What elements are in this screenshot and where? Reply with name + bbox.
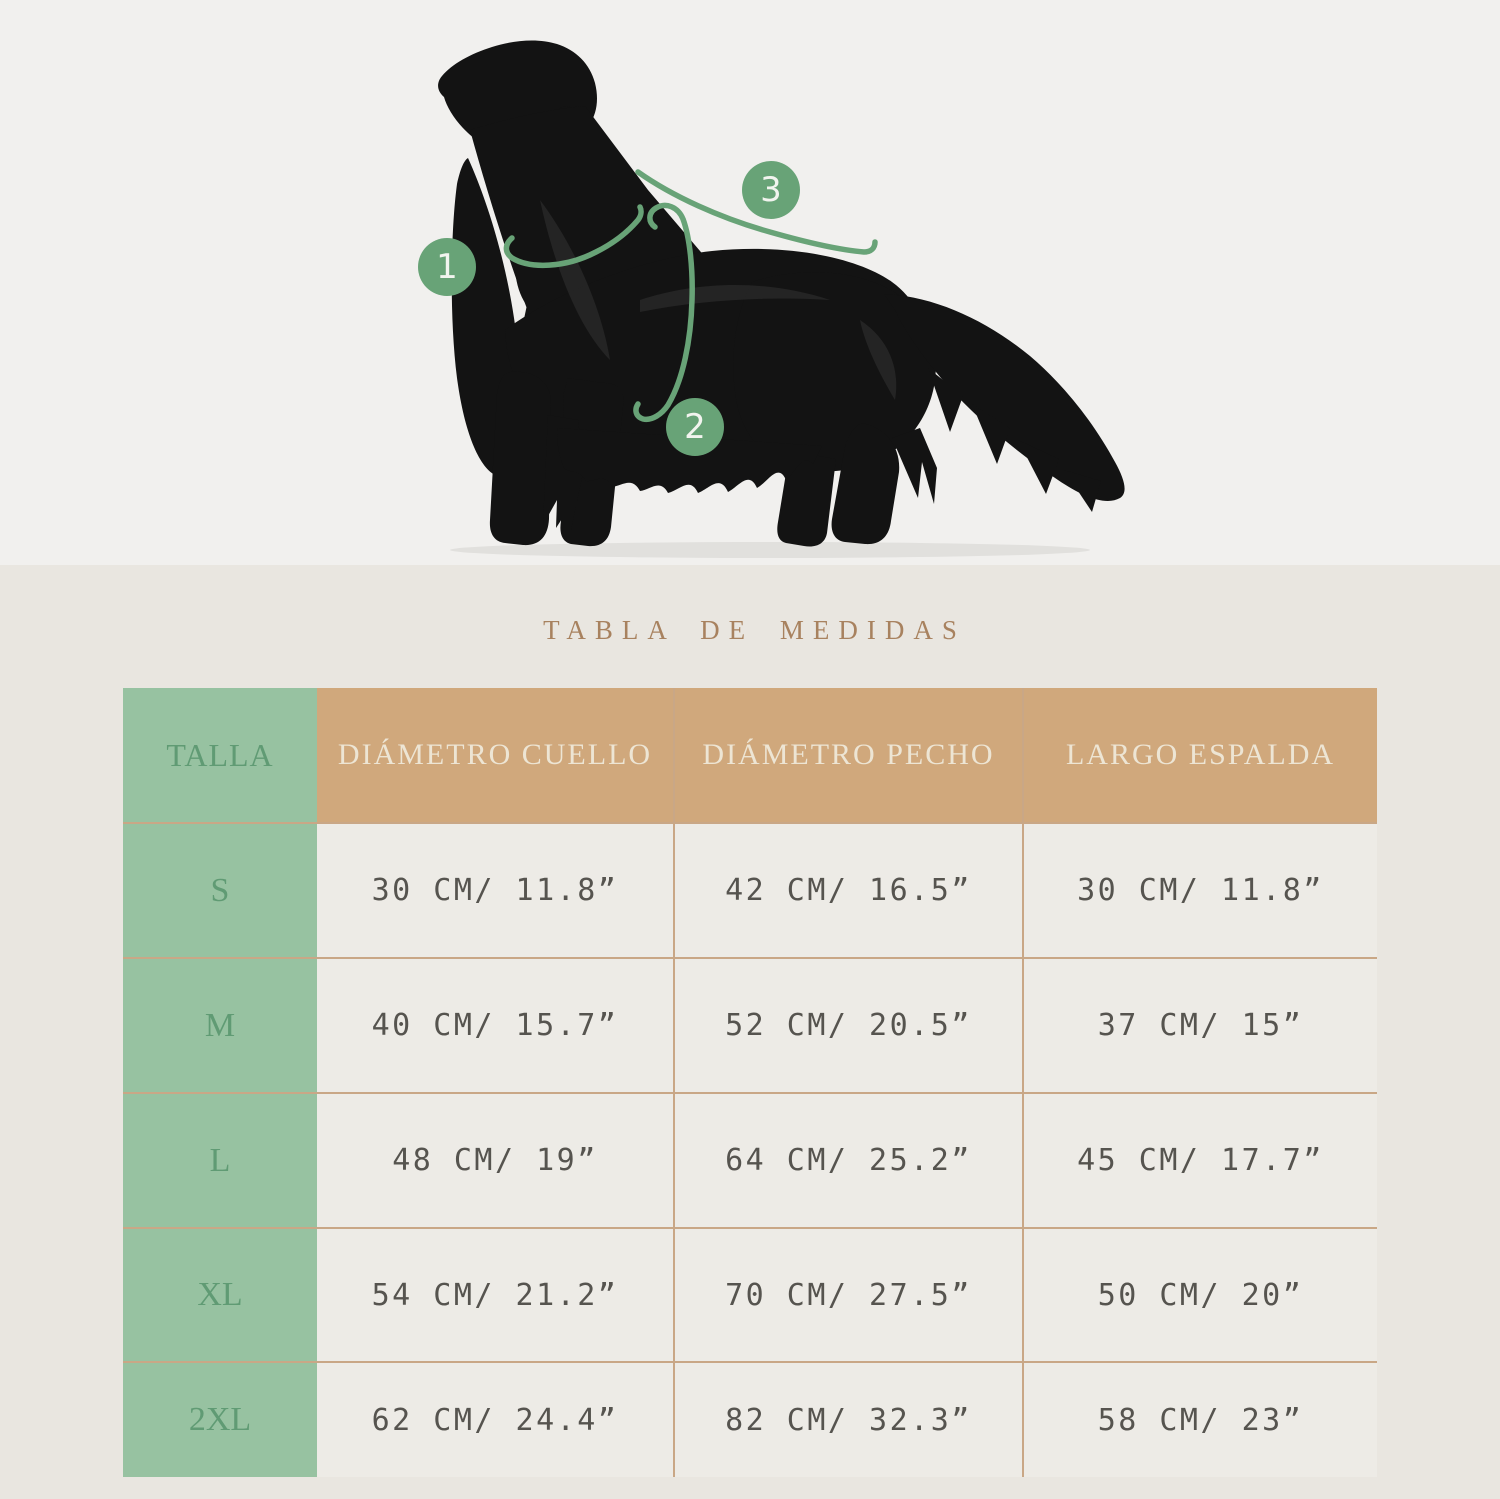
header-diametro-cuello: DIÁMETRO CUELLO [317,688,673,822]
espalda-s: 30 CM/ 11.8” [1022,822,1377,957]
espalda-m: 37 CM/ 15” [1022,957,1377,1092]
cuello-xl: 54 CM/ 21.2” [317,1227,673,1361]
dog-illustration [0,0,1500,565]
ground-shadow [450,542,1090,558]
pecho-l: 64 CM/ 25.2” [673,1092,1022,1227]
espalda-xl: 50 CM/ 20” [1022,1227,1377,1361]
pecho-m: 52 CM/ 20.5” [673,957,1022,1092]
neck-marker-label: 1 [436,247,458,287]
size-label-s: S [123,822,317,957]
header-diametro-pecho: DIÁMETRO PECHO [673,688,1022,822]
cuello-s: 30 CM/ 11.8” [317,822,673,957]
chest-marker-label: 2 [684,407,706,447]
size-chart-section [0,565,1500,1499]
chest-marker [666,398,724,456]
size-table [123,688,1377,1477]
espalda-l: 45 CM/ 17.7” [1022,1092,1377,1227]
cuello-2xl: 62 CM/ 24.4” [317,1361,673,1477]
cuello-l: 48 CM/ 19” [317,1092,673,1227]
cuello-m: 40 CM/ 15.7” [317,957,673,1092]
size-label-m: M [123,957,317,1092]
pecho-2xl: 82 CM/ 32.3” [673,1361,1022,1477]
back-marker [742,161,800,219]
pecho-s: 42 CM/ 16.5” [673,822,1022,957]
size-label-xl: XL [123,1227,317,1361]
pecho-xl: 70 CM/ 27.5” [673,1227,1022,1361]
neck-marker [418,238,476,296]
espalda-2xl: 58 CM/ 23” [1022,1361,1377,1477]
dog-measurement-diagram [0,0,1500,565]
page-title: TABLA DE MEDIDAS [543,615,966,645]
header-talla: TALLA [123,688,317,822]
size-label-2xl: 2XL [123,1361,317,1477]
size-label-l: L [123,1092,317,1227]
back-marker-label: 3 [760,170,782,210]
header-largo-espalda: LARGO ESPALDA [1022,688,1377,822]
